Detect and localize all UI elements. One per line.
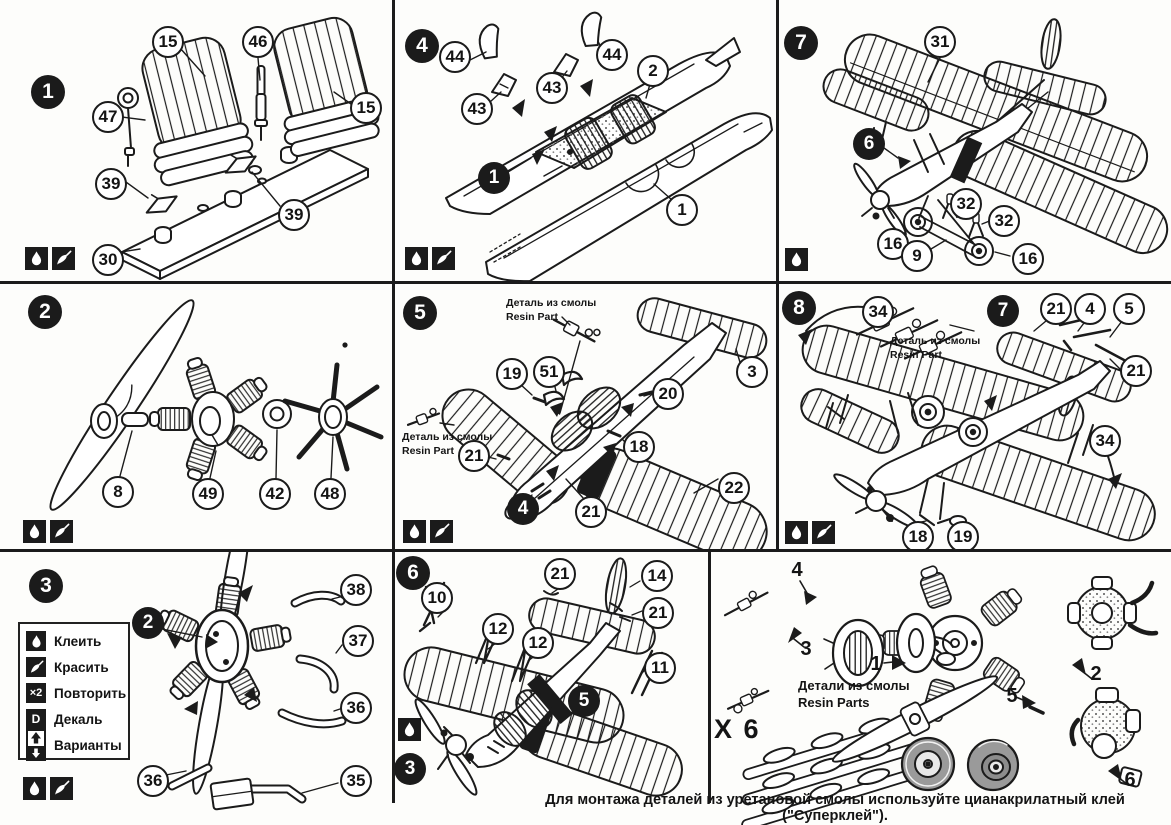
- resin-part-label-ru: Деталь из смолы: [506, 297, 597, 309]
- legend: [18, 622, 130, 760]
- part-callout: 44: [439, 41, 471, 73]
- subassembly-badge: 7: [987, 295, 1019, 327]
- legend-item: [26, 728, 122, 762]
- variants-icon: [26, 729, 46, 761]
- glue-icon: [785, 248, 808, 271]
- legend-item-label: Варианты: [54, 737, 122, 753]
- subassembly-badge: 2: [132, 607, 164, 639]
- legend-item-label: Клеить: [54, 633, 102, 649]
- resin-part-number: 1: [870, 652, 882, 675]
- resin-part-label: [890, 335, 980, 362]
- step1-cockpit-floor-illustration: [0, 0, 392, 281]
- subassembly-badge: 3: [394, 753, 426, 785]
- paint-icon: [432, 247, 455, 270]
- paint-icon: [812, 521, 835, 544]
- part-callout: 18: [902, 521, 934, 549]
- resin-part-label-en: Resin Part: [506, 310, 558, 323]
- part-callout: 34: [1089, 425, 1121, 457]
- part-callout: 43: [461, 93, 493, 125]
- glue-icon: [23, 777, 46, 800]
- part-callout: 30: [92, 244, 124, 276]
- paint-icon: [52, 247, 75, 270]
- glue-icon: [23, 520, 46, 543]
- step-panel-6: [394, 551, 708, 825]
- part-callout: 16: [877, 228, 909, 260]
- part-callout: 10: [421, 582, 453, 614]
- part-callout: 39: [278, 199, 310, 231]
- part-callout: 19: [496, 358, 528, 390]
- part-callout: 42: [259, 478, 291, 510]
- part-callout: 44: [596, 39, 628, 71]
- subassembly-badge: 4: [507, 493, 539, 525]
- legend-item-label: Декаль: [54, 711, 103, 727]
- part-callout: 49: [192, 478, 224, 510]
- grid-divider-h1: [0, 281, 1171, 284]
- step-number-badge: 6: [396, 556, 430, 590]
- part-callout: 21: [544, 558, 576, 590]
- resin-part-label-ru: Деталь из смолы: [402, 431, 493, 443]
- decal-icon: [26, 709, 46, 729]
- step-number-badge: 1: [31, 75, 65, 109]
- step-panel-7: [778, 0, 1171, 281]
- part-callout: 47: [92, 101, 124, 133]
- part-callout: 5: [1113, 293, 1145, 325]
- part-callout: 18: [623, 431, 655, 463]
- part-callout: 1: [666, 194, 698, 226]
- legend-item-label: Красить: [54, 659, 109, 675]
- part-callout: 3: [736, 356, 768, 388]
- part-callout: 2: [637, 55, 669, 87]
- resin-parts-label-ru: Детали из смолы: [798, 678, 910, 693]
- repeat-symbol: ×2: [29, 686, 43, 699]
- x6-quantity-label: X 6: [714, 714, 761, 744]
- part-callout: 51: [533, 356, 565, 388]
- grid-divider-v1: [392, 0, 395, 803]
- part-callout: 12: [522, 627, 554, 659]
- part-callout: 8: [102, 476, 134, 508]
- step7-biplane-illustration: [778, 0, 1171, 281]
- glue-icon: [403, 520, 426, 543]
- resin-parts-illustration: [710, 551, 1171, 825]
- part-callout: 16: [1012, 243, 1044, 275]
- step8-biplane-guns-illustration: [778, 283, 1171, 549]
- part-callout: 20: [652, 378, 684, 410]
- resin-parts-label-en: Resin Parts: [798, 694, 870, 710]
- part-callout: 48: [314, 478, 346, 510]
- decal-symbol: D: [31, 712, 41, 726]
- resin-parts-label: [798, 678, 910, 712]
- step-number-badge: 5: [403, 296, 437, 330]
- step-number-badge: 7: [784, 26, 818, 60]
- step-panel-5: [394, 283, 776, 549]
- step-number-badge: 8: [782, 291, 816, 325]
- glue-icon: [785, 521, 808, 544]
- paint-icon: [50, 520, 73, 543]
- repeat-icon: [26, 683, 46, 703]
- step-panel-1: [0, 0, 392, 281]
- legend-item: [26, 629, 101, 653]
- resin-part-number: 3: [800, 637, 812, 660]
- part-callout: 39: [95, 168, 127, 200]
- resin-part-label: [506, 297, 596, 324]
- subassembly-badge: 6: [853, 128, 885, 160]
- step-panel-2: [0, 283, 392, 549]
- part-callout: 12: [482, 613, 514, 645]
- part-callout: 21: [458, 440, 490, 472]
- part-callout: 22: [718, 472, 750, 504]
- part-callout: 4: [1074, 293, 1106, 325]
- glue-icon: [25, 247, 48, 270]
- legend-item-label: Повторить: [54, 685, 127, 701]
- resin-part-number: 2: [1090, 662, 1102, 685]
- part-callout: 43: [536, 72, 568, 104]
- part-callout: 21: [1040, 293, 1072, 325]
- step-panel-8: [778, 283, 1171, 549]
- legend-item: [26, 681, 126, 705]
- glue-icon: [398, 718, 421, 741]
- glue-icon: [26, 631, 46, 651]
- footer-note: Для монтажа деталей из уретановой смолы используйте цианакрилатный клей ("Суперклей").: [545, 792, 1125, 824]
- part-callout: 46: [242, 26, 274, 58]
- subassembly-badge: 5: [568, 685, 600, 717]
- step-number-badge: 3: [29, 569, 63, 603]
- resin-parts-panel: [710, 551, 1171, 825]
- glue-icon: [405, 247, 428, 270]
- resin-part-number: 5: [1006, 684, 1018, 707]
- part-callout: 14: [641, 560, 673, 592]
- subassembly-badge: 1: [478, 162, 510, 194]
- part-callout: 32: [950, 188, 982, 220]
- grid-divider-v3: [708, 550, 711, 803]
- resin-part-number: 6: [1124, 768, 1136, 791]
- resin-part-number: 4: [791, 558, 803, 581]
- part-callout: 32: [988, 205, 1020, 237]
- part-callout: 34: [862, 296, 894, 328]
- part-callout: 15: [350, 92, 382, 124]
- step-panel-3: [0, 551, 392, 825]
- part-callout: 35: [340, 765, 372, 797]
- paint-icon: [430, 520, 453, 543]
- resin-part-label-en: Resin Part: [402, 444, 454, 457]
- part-callout: 21: [1120, 355, 1152, 387]
- legend-item: [26, 655, 109, 679]
- part-callout: 11: [644, 652, 676, 684]
- part-callout: 31: [924, 26, 956, 58]
- part-callout: 21: [575, 496, 607, 528]
- part-callout: 37: [342, 625, 374, 657]
- step-number-badge: 2: [28, 295, 62, 329]
- paint-icon: [26, 657, 46, 677]
- grid-divider-h2: [0, 549, 1171, 552]
- resin-part-label-ru: Деталь из смолы: [890, 335, 981, 347]
- resin-part-label-en: Resin Part: [890, 348, 942, 361]
- part-callout: 38: [340, 574, 372, 606]
- part-callout: 15: [152, 26, 184, 58]
- part-callout: 21: [642, 597, 674, 629]
- part-callout: 9: [901, 240, 933, 272]
- part-callout: 36: [137, 765, 169, 797]
- part-callout: 19: [947, 521, 979, 549]
- part-callout: 36: [340, 692, 372, 724]
- step-number-badge: 4: [405, 29, 439, 63]
- step-panel-4: [394, 0, 776, 281]
- grid-divider-v2: [776, 0, 779, 550]
- paint-icon: [50, 777, 73, 800]
- resin-part-label: [402, 431, 492, 458]
